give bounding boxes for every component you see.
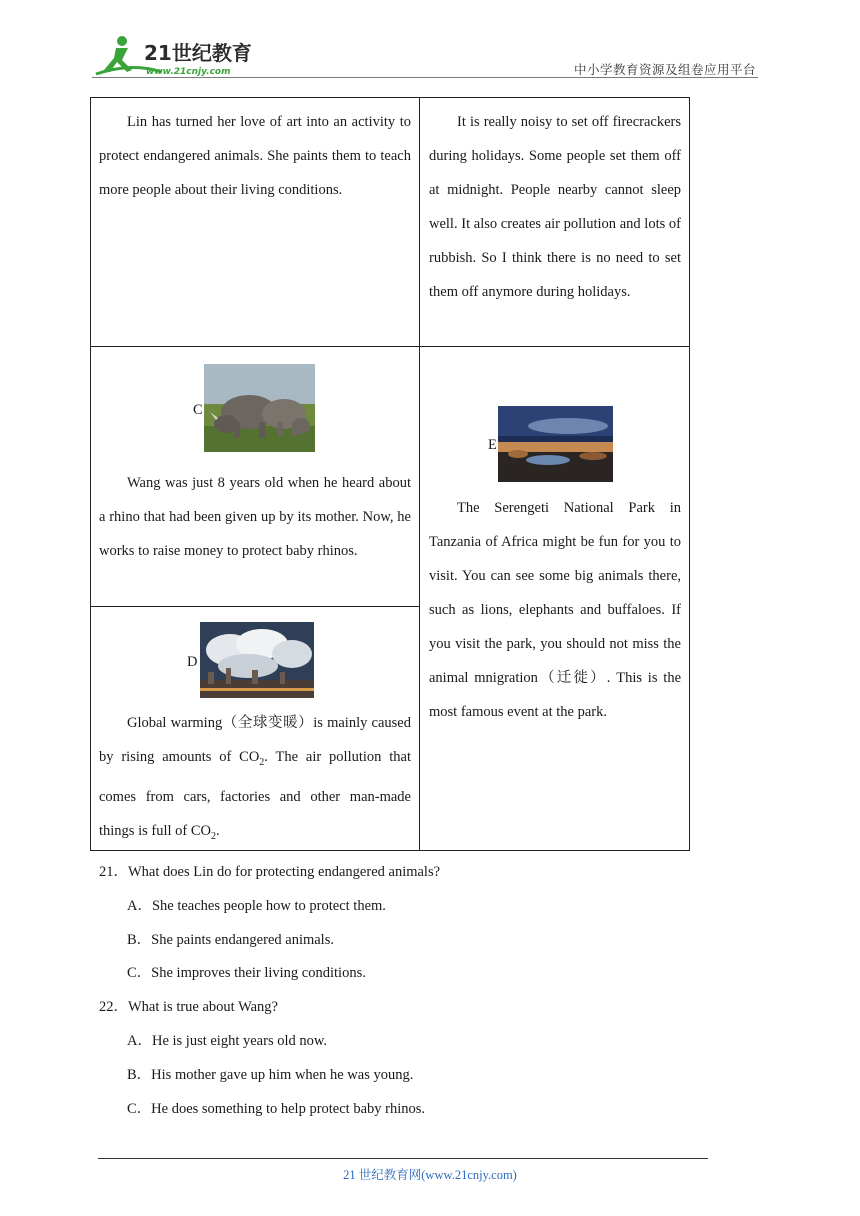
footer-link[interactable]: 21 世纪教育网(www.21cnjy.com) (343, 1168, 517, 1182)
header-platform-text: 中小学教育资源及组卷应用平台 (573, 62, 756, 77)
rhino-photo (204, 364, 315, 452)
question-22: 22．What is true about Wang? (99, 999, 278, 1015)
question-21: 21．What does Lin do for protecting endangered animals? (99, 864, 441, 880)
header-divider (92, 77, 758, 78)
question-21-option-c: C．She improves their living conditions. (127, 965, 366, 981)
table-divider-row2 (91, 606, 420, 607)
question-22-option-a: A．He is just eight years old now. (127, 1033, 328, 1049)
reading-table (90, 97, 690, 851)
cell-a-text: Lin has turned her love of art into an activity to protect endangered animals. She paints them to teach more people about their living conditions. (99, 114, 411, 198)
site-logo (92, 32, 262, 80)
serengeti-photo (498, 406, 613, 482)
cell-b-text: It is really noisy to set off firecrackers during holidays. Some people set them off at midnight. People nearby cannot sleep well. It also creates air pollution and lots of rubbish. So I think there is no need to set them off anymore during holidays. (429, 114, 681, 300)
table-divider-vertical (419, 98, 420, 850)
cell-e-label: E (488, 437, 497, 453)
cell-d-label: D (187, 654, 198, 670)
question-21-option-a: A．She teaches people how to protect them. (127, 898, 386, 914)
question-22-option-b: B．His mother gave up him when he was young. (127, 1067, 414, 1083)
footer-divider (98, 1158, 708, 1159)
question-21-option-b: B．She paints endangered animals. (127, 932, 334, 948)
logo-title: 21世纪教育 (144, 41, 252, 65)
cell-e-text: The Serengeti National Park in Tanzania of Africa might be fun for you to visit. You can see some big animals there, such as lions, elephants and buffaloes. If you visit the park, you should not miss the animal mnigration（迁徙）. This is the most famous event at the park. (429, 500, 681, 720)
cell-c-text: Wang was just 8 years old when he heard about a rhino that had been given up by its mother. Now, he works to raise money to protect baby rhinos. (99, 475, 411, 559)
cell-d-text: Global warming（全球变暖）is mainly caused by rising amounts of $CO_2$. The air pollution that comes from cars, factories and other man-made things is full of $CO_2$. (99, 715, 412, 842)
logo-url: www.21cnjy.com (146, 67, 231, 77)
question-22-option-c: C．He does something to help protect baby rhinos. (127, 1101, 426, 1117)
cell-c-label: C (193, 402, 203, 418)
factory-smoke-photo (200, 622, 314, 698)
table-divider-row1 (91, 346, 689, 347)
